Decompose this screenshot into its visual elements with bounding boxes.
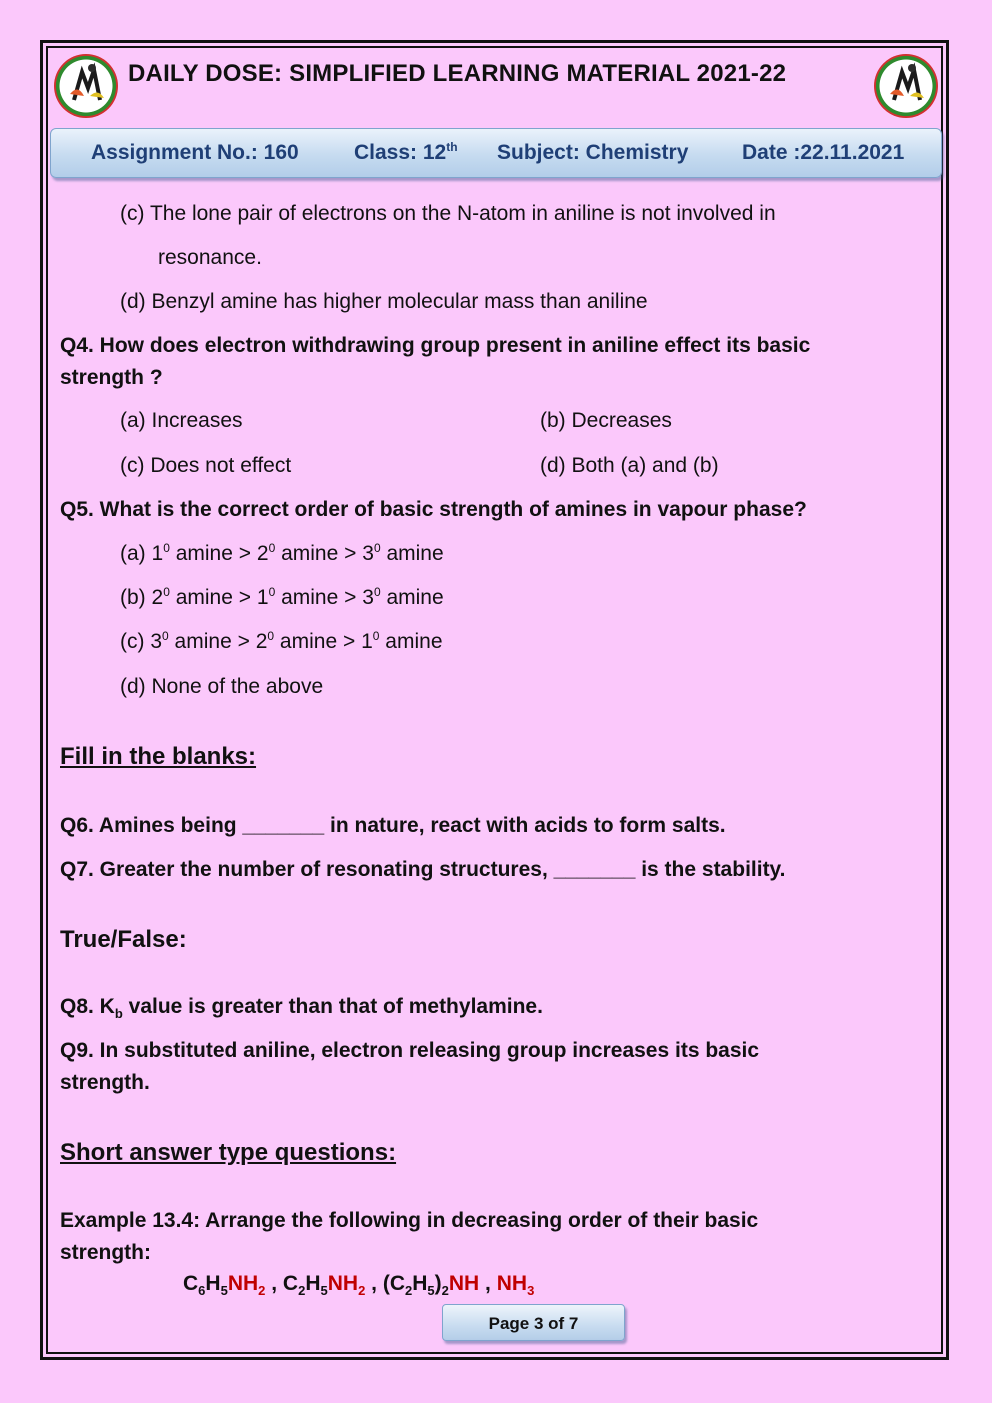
assignment-banner (50, 128, 942, 178)
example-13-4: Example 13.4: Arrange the following in decreasing order of their basic (60, 1209, 759, 1232)
q9-question: Q9. In substituted aniline, electron releasing group increases its basic (60, 1039, 760, 1062)
q4-question: Q4. How does electron withdrawing group present in aniline effect its basic (60, 334, 811, 357)
page-number: Page 3 of 7 (442, 1304, 625, 1341)
short-answer-heading: Short answer type questions: (60, 1139, 397, 1166)
q5-question: Q5. What is the correct order of basic strength of amines in vapour phase? (60, 498, 807, 521)
date-label: Date :22.11.2021 (742, 141, 905, 164)
q3-option-c: (c) The lone pair of electrons on the N-atom in aniline is not involved in (120, 202, 776, 225)
example-13-4-cont: strength: (60, 1241, 151, 1264)
q3-option-d: (d) Benzyl amine has higher molecular mass than aniline (120, 290, 648, 313)
amine-formulas: $C_6H_5NH_2$ , $C_2H_5NH_2$ , $(C_2H_5)_2NH$ , $NH_3$ (183, 1272, 535, 1299)
q6-question: Q6. Amines being _______ in nature, react with acids to form salts. (60, 814, 726, 837)
q9-question-cont: strength. (60, 1071, 150, 1094)
q4-option-d: (d) Both (a) and (b) (540, 454, 719, 477)
class-label: Class: 12th (354, 140, 458, 164)
school-logo-right (874, 54, 938, 118)
q4-question-cont: strength ? (60, 366, 163, 389)
subject-label: Subject: Chemistry (497, 141, 689, 164)
q3-option-c-cont: resonance. (158, 246, 262, 269)
q4-option-c: (c) Does not effect (120, 454, 292, 477)
page-title: DAILY DOSE: SIMPLIFIED LEARNING MATERIAL 2021-22 (128, 60, 787, 87)
q5-option-d: (d) None of the above (120, 675, 324, 698)
school-logo-left (54, 54, 118, 118)
assignment-number: Assignment No.: 160 (91, 141, 299, 164)
q4-option-a: (a) Increases (120, 409, 243, 432)
q4-option-b: (b) Decreases (540, 409, 672, 432)
q5-option-a: (a) $1^0$ $amine > 2^0$ $amine > 3^0$ amine (120, 541, 444, 565)
true-false-heading: True/False: (60, 926, 187, 953)
q5-option-b: (b) $2^0$ $amine > 1^0$ $amine > 3^0$ amine (120, 585, 444, 609)
q7-question: Q7. Greater the number of resonating structures, _______ is the stability. (60, 858, 786, 881)
q8-question: Q8. $K_b$ value is greater than that of methylamine. (60, 995, 543, 1022)
q5-option-c: (c) $3^0$ $amine > 2^0$ $amine > 1^0$ amine (120, 629, 443, 653)
fill-blanks-heading: Fill in the blanks: (60, 743, 257, 770)
